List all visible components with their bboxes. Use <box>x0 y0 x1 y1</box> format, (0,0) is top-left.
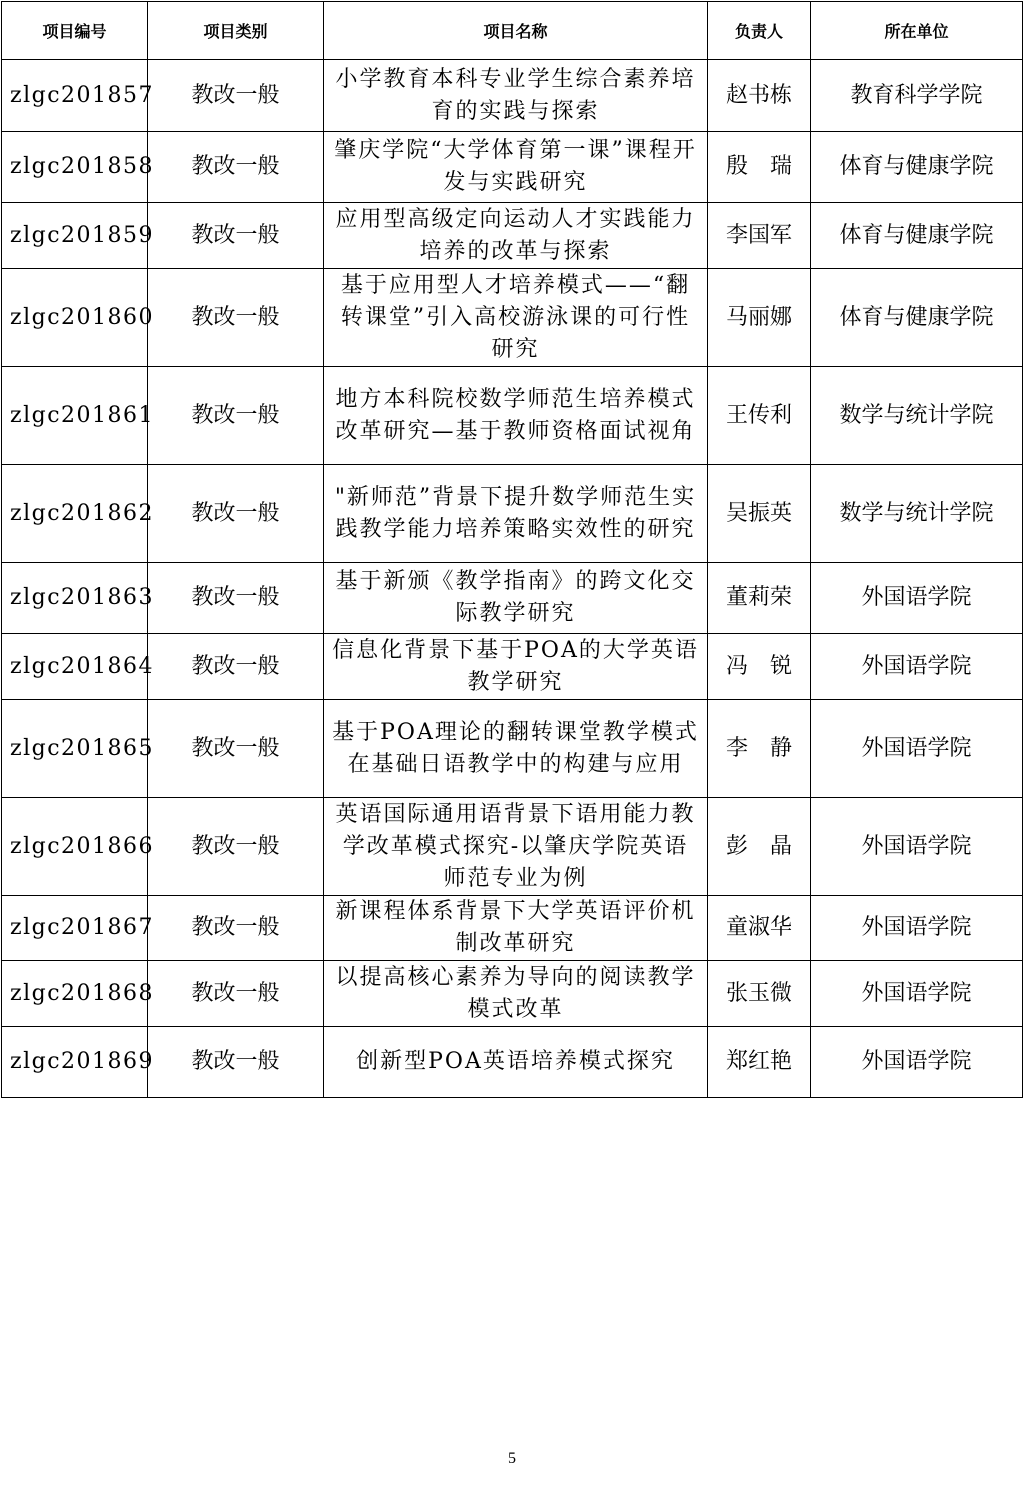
table-header-row <box>2 2 1023 60</box>
table-row <box>2 798 1023 896</box>
project-name: 信息化背景下基于POA的大学英语教学研究 <box>324 634 708 700</box>
header-project-unit: 所在单位 <box>811 2 1023 60</box>
project-category: 教改一般 <box>148 367 324 465</box>
project-category: 教改一般 <box>148 1027 324 1098</box>
project-unit: 外国语学院 <box>811 700 1023 798</box>
project-category: 教改一般 <box>148 465 324 563</box>
table-row <box>2 634 1023 700</box>
project-unit: 外国语学院 <box>811 634 1023 700</box>
project-unit: 外国语学院 <box>811 896 1023 961</box>
project-leader: 冯 锐 <box>708 634 811 700</box>
header-project-leader: 负责人 <box>708 2 811 60</box>
table-row <box>2 961 1023 1027</box>
project-code: zlgc201857 <box>2 60 148 132</box>
projects-table <box>1 1 1023 1098</box>
project-leader: 郑红艳 <box>708 1027 811 1098</box>
project-unit: 外国语学院 <box>811 798 1023 896</box>
project-code: zlgc201869 <box>2 1027 148 1098</box>
project-code: zlgc201859 <box>2 203 148 269</box>
project-name: 应用型高级定向运动人才实践能力培养的改革与探索 <box>324 203 708 269</box>
project-name: "新师范”背景下提升数学师范生实践教学能力培养策略实效性的研究 <box>324 465 708 563</box>
table-row <box>2 896 1023 961</box>
project-name: 肇庆学院“大学体育第一课”课程开发与实践研究 <box>324 132 708 203</box>
table-row <box>2 203 1023 269</box>
table-row <box>2 132 1023 203</box>
project-category: 教改一般 <box>148 896 324 961</box>
project-category: 教改一般 <box>148 269 324 367</box>
project-unit: 数学与统计学院 <box>811 465 1023 563</box>
project-name: 小学教育本科专业学生综合素养培育的实践与探索 <box>324 60 708 132</box>
project-code: zlgc201860 <box>2 269 148 367</box>
project-category: 教改一般 <box>148 60 324 132</box>
table-row <box>2 60 1023 132</box>
project-leader: 李国军 <box>708 203 811 269</box>
project-code: zlgc201863 <box>2 563 148 634</box>
project-name: 以提高核心素养为导向的阅读教学模式改革 <box>324 961 708 1027</box>
page-number: 5 <box>508 1450 516 1467</box>
table-row <box>2 700 1023 798</box>
project-unit: 外国语学院 <box>811 1027 1023 1098</box>
project-leader: 赵书栋 <box>708 60 811 132</box>
project-unit: 体育与健康学院 <box>811 132 1023 203</box>
project-leader: 张玉微 <box>708 961 811 1027</box>
project-unit: 数学与统计学院 <box>811 367 1023 465</box>
project-code: zlgc201861 <box>2 367 148 465</box>
project-unit: 外国语学院 <box>811 961 1023 1027</box>
project-unit: 体育与健康学院 <box>811 269 1023 367</box>
project-name: 英语国际通用语背景下语用能力教学改革模式探究-以肇庆学院英语师范专业为例 <box>324 798 708 896</box>
project-code: zlgc201866 <box>2 798 148 896</box>
table-row <box>2 465 1023 563</box>
project-category: 教改一般 <box>148 132 324 203</box>
project-unit: 外国语学院 <box>811 563 1023 634</box>
project-leader: 殷 瑞 <box>708 132 811 203</box>
table-row <box>2 563 1023 634</box>
project-category: 教改一般 <box>148 700 324 798</box>
table-row <box>2 269 1023 367</box>
project-name: 基于POA理论的翻转课堂教学模式在基础日语教学中的构建与应用 <box>324 700 708 798</box>
project-leader: 吴振英 <box>708 465 811 563</box>
project-leader: 童淑华 <box>708 896 811 961</box>
table-row <box>2 1027 1023 1098</box>
project-name: 基于应用型人才培养模式——“翻转课堂”引入高校游泳课的可行性研究 <box>324 269 708 367</box>
header-project-code: 项目编号 <box>2 2 148 60</box>
project-category: 教改一般 <box>148 203 324 269</box>
project-unit: 体育与健康学院 <box>811 203 1023 269</box>
project-leader: 李 静 <box>708 700 811 798</box>
project-leader: 彭 晶 <box>708 798 811 896</box>
project-name: 创新型POA英语培养模式探究 <box>324 1027 708 1098</box>
project-name: 地方本科院校数学师范生培养模式改革研究—基于教师资格面试视角 <box>324 367 708 465</box>
project-category: 教改一般 <box>148 961 324 1027</box>
project-category: 教改一般 <box>148 563 324 634</box>
project-code: zlgc201865 <box>2 700 148 798</box>
project-leader: 马丽娜 <box>708 269 811 367</box>
project-code: zlgc201868 <box>2 961 148 1027</box>
project-name: 基于新颁《教学指南》的跨文化交际教学研究 <box>324 563 708 634</box>
header-project-name: 项目名称 <box>324 2 708 60</box>
table-row <box>2 367 1023 465</box>
project-unit: 教育科学学院 <box>811 60 1023 132</box>
project-name: 新课程体系背景下大学英语评价机制改革研究 <box>324 896 708 961</box>
project-category: 教改一般 <box>148 634 324 700</box>
project-code: zlgc201862 <box>2 465 148 563</box>
project-code: zlgc201864 <box>2 634 148 700</box>
header-project-category: 项目类别 <box>148 2 324 60</box>
project-leader: 董莉荣 <box>708 563 811 634</box>
project-code: zlgc201867 <box>2 896 148 961</box>
project-code: zlgc201858 <box>2 132 148 203</box>
project-category: 教改一般 <box>148 798 324 896</box>
project-leader: 王传利 <box>708 367 811 465</box>
